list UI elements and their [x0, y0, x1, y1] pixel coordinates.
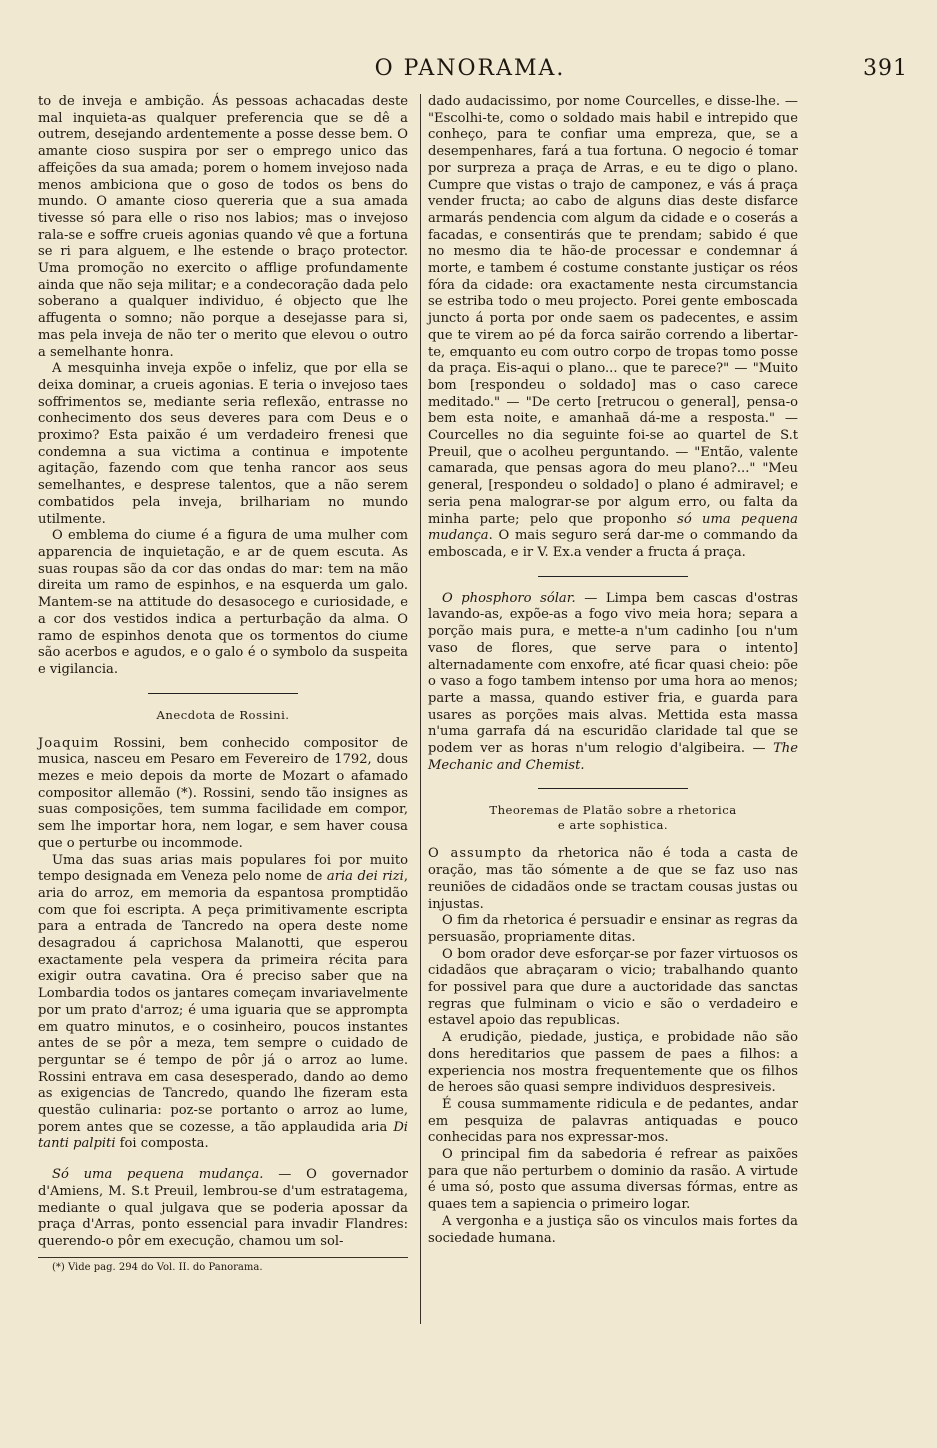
- source-citation: The Mechanic and Chemist.: [428, 741, 798, 773]
- theorem-2: O fim da rhetorica é persuadir e ensinar as regras da persuasão, propriamente ditas.: [428, 913, 798, 945]
- phosphor-paragraph: O phosphoro sólar. — Limpa bem cascas d'ostras lavando-as, expõe-as a fogo vivo meia hora; separa a porção mais pura, e mette-a n'um cadinho [ou n'um vaso de flores, que serve para o intento] alternadamente com enxofre, até ficar quasi cheio: põe o vaso a fogo tambem intenso por uma hora ao menos; parte a massa, quando estiver fria, e guarda para usares as porções mais alvas. Mettida esta massa n'uma garrafa dá na escuridão claridade tal que se podem ver as horas n'um relogio d'algibeira. — The Mechanic and Chemist.: [428, 590, 798, 773]
- column-divider: [420, 94, 421, 1324]
- aria-title-italic: Di tanti palpiti: [38, 1119, 408, 1152]
- drop-word: Joaquim: [38, 735, 100, 751]
- section-separator: [538, 788, 688, 789]
- small-change-italic: só uma pequena mudança: [428, 511, 798, 544]
- journal-title: O PANORAMA.: [374, 56, 566, 81]
- spacer: [38, 1153, 408, 1167]
- rossini-paragraph-2: Uma das suas arias mais populares foi por muito tempo designada em Veneza pelo nome de aria dei rizi, aria do arroz, em memoria da espantosa promptidão com que foi escripta. A peça primitivamente escripta para a entrada de Tancredo na opera deste nome desagradou á caprichosa Malanotti, que esperou exactamente pela vespera da primeira récita para exigir outra cavatina. Ora é preciso saber que na Lombardia todos os jantares começam invariavelmente por um prato d'arroz; é uma iguaria que se apprompta em quatro minutos, e o cosinheiro, poucos instantes antes de se pôr a meza, tem sempre o cuidado de perguntar se é tempo de pôr já o arroz ao lume. Rossini entrava em casa desesperado, dando ao demo as exigencias de Tancredo, quando lhe fizeram esta questão culinaria: poz-se portanto o arroz ao lume, porem antes que se cozesse, a tão applaudida aria Di tanti palpiti foi composta.: [38, 852, 408, 1152]
- envy-paragraph-2: A mesquinha inveja expõe o infeliz, que por ella se deixa dominar, a crueis agonias. E teria o invejoso taes soffrimentos se, mediante seria reflexão, entrasse no conhecimento dos seus deveres para com Deus e o proximo? Esta paixão é um verdadeiro frenesi que condemna a sua victima a continua e impotente agitação, fazendo com que tenha rancor aos seus semelhantes, e desprese talentos, que a não serem combatidos pela inveja, brilhariam no mundo utilmente.: [38, 361, 408, 527]
- section-separator: [148, 693, 298, 694]
- right-column: [428, 94, 798, 1247]
- page-header: [30, 56, 910, 92]
- page-number: 391: [863, 56, 908, 81]
- rossini-paragraph-1: Joaquim Rossini, bem conhecido compositor de musica, nasceu em Pesaro em Fevereiro de 1792, dous mezes e meio depois da morte de Mozart o afamado compositor allemão (*). Rossini, sendo tão insignes as suas composições, tem summa facilidade em compor, sem lhe importar hora, nem logar, e sem haver cousa que o perturbe ou incommode.: [38, 735, 408, 851]
- footnote-rule: [38, 1257, 408, 1258]
- theorem-5: É cousa summamente ridicula e de pedantes, andar em pesquiza de palavras antiquadas e pouco conhecidas para nos expressar-mos.: [428, 1096, 798, 1146]
- small-change-paragraph-cont: dado audacissimo, por nome Courcelles, e disse-lhe. — "Escolhi-te, como o soldado mais habil e intrepido que conheço, para te confiar uma empreza, que, se a desempenhares, fará a tua fortuna. O negocio é tomar por surpreza a praça de Arras, e eu te digo o plano. Cumpre que vistas o trajo de camponez, e vás á praça vender fructa; ao cabo de alguns dias deste disfarce armarás pendencia com algum da cidade e o coserás a facadas, e consentirás que te prendam; sabido é que no mesmo dia te hão-de processar e condemnar á morte, e tambem é costume constante justiçar os réos fóra da cidade: ora exactamente nesta circumstancia se estriba todo o meu projecto. Porei gente emboscada juncto á porta por onde saem os padecentes, e assim que te virem ao pé da forca sairão correndo a libertar-te, emquanto eu com outro corpo de tropas tomo posse da praça. Eis-aqui o plano... que te parece?" — "Muito bom [respondeu o soldado] mas o caso carece meditado." — "De certo [retrucou o general], pensa-o bem esta noite, e amanhaã dá-me a resposta." — Courcelles no dia seguinte foi-se ao quartel de S.t Preuil, que o acolheu perguntando. — "Então, valente camarada, que pensas agora do meu plano?..." "Meu general, [respondeu o soldado] o plano é admiravel; e seria pena malograr-se por algum erro, ou falta da minha parte; pelo que proponho só uma pequena mudança. O mais seguro será dar-me o commando da emboscada, e ir V. Ex.a vender a fructa á praça.: [428, 94, 798, 560]
- phosphor-title: O phosphoro sólar.: [442, 590, 576, 606]
- envy-paragraph-1: to de inveja e ambição. Ás pessoas achacadas deste mal inquieta-as qualquer preferencia que se dê a outrem, desejando ardentemente a posse desse bem. O amante cioso suspira por ser o emprego unico das affeições da sua amada; porem o homem invejoso nada menos ambiciona que o goso de todos os bens do mundo. O amante cioso quereria que a sua amada tivesse só para elle o riso nos labios; mas o invejoso rala-se e soffre crueis agonias quando vê que a fortuna se ri para alguem, e lhe estende o braço protector. Uma promoção no exercito o afflige profundamente ainda que não seja militar; e a condecoração dada pelo soberano a qualquer individuo, é objecto que lhe affugenta o somno; não porque a desejasse para si, mas pela inveja de não ter o merito que elevou o outro a semelhante honra.: [38, 94, 408, 360]
- theorem-4: A erudição, piedade, justiça, e probidade não são dons hereditarios que passem de paes a filhos: a experiencia nos mostra frequentemente que os filhos de heroes são quasi sempre individuos despresiveis.: [428, 1030, 798, 1096]
- anecdote-heading: Anecdota de Rossini.: [156, 707, 290, 722]
- small-change-paragraph-start: Só uma pequena mudança. — O governador d'Amiens, M. S.t Preuil, lembrou-se d'um estratagema, mediante o qual julgava que se poderia apossar da praça d'Arras, ponto essencial para invadir Flandres: querendo-o pôr em execução, chamou um sol-: [38, 1167, 409, 1249]
- footnote: (*) Vide pag. 294 do Vol. II. do Panorama.: [52, 1261, 263, 1273]
- small-change-title: Só uma pequena mudança.: [52, 1167, 264, 1183]
- theorems-heading: Theoremas de Platão sobre a rhetorica e arte sophistica.: [489, 803, 737, 833]
- drop-word: O assumpto: [428, 846, 523, 862]
- section-separator: [538, 576, 688, 577]
- theorem-1: O assumpto da rhetorica não é toda a casta de oração, mas tão sómente a de que se faz uso nas reuniões de cidadãos onde se tractam cousas justas ou injustas.: [428, 846, 798, 912]
- theorem-6: O principal fim da sabedoria é refrear as paixões para que não perturbem o dominio da rasão. A virtude é uma só, posto que assuma diversas fórmas, entre as quaes tem a sapiencia o primeiro logar.: [428, 1147, 798, 1213]
- aria-name-italic: aria dei rizi: [326, 869, 404, 885]
- theorem-7: A vergonha e a justiça são os vinculos mais fortes da sociedade humana.: [428, 1213, 798, 1246]
- theorem-3: O bom orador deve esforçar-se por fazer virtuosos os cidadãos que abraçaram o vicio; trabalhando quanto for possivel para que dure a auctoridade das sanctas regras que fulminam o vicio e são o verdadeiro e estavel apoio das republicas.: [428, 946, 798, 1029]
- jealousy-emblem-paragraph: O emblema do ciume é a figura de uma mulher com apparencia de inquietação, e ar de quem escuta. As suas roupas são da cor das ondas do mar: tem na mão direita um ramo de espinhos, e na esquerda um galo. Mantem-se na attitude do desasocego e curiosidade, e a cor dos vestidos indica a perturbação da alma. O ramo de espinhos denota que os tormentos do ciume são acerbos e agudos, e o galo é o symbolo da suspeita e vigilancia.: [38, 528, 408, 677]
- left-column: [38, 94, 408, 1274]
